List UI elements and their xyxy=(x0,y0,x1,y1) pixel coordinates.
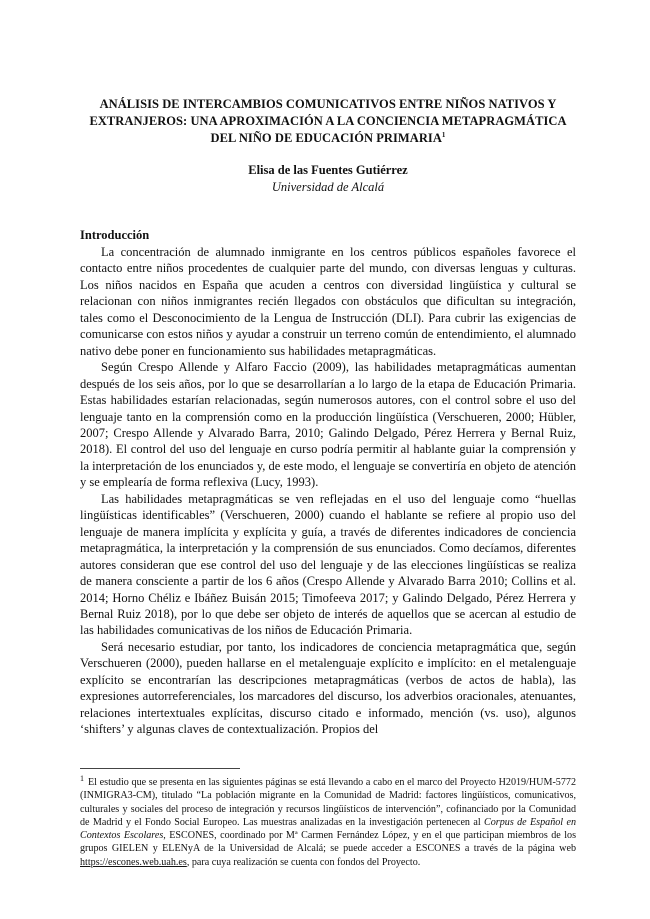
title-footnote-marker[interactable]: 1 xyxy=(441,130,446,139)
author-name: Elisa de las Fuentes Gutiérrez xyxy=(248,163,408,177)
footnote-text-middle: , ESCONES, coordinado por Mª Carmen Fernández López, y en el que participan miembros de los grupos GIELEN y ELENyA de la Universidad de Alcalá; se puede acceder a ESCONES a través de la página web xyxy=(80,830,577,855)
paragraph-3: Las habilidades metapragmáticas se ven reflejadas en el uso del lenguaje como “huellas lingüísticas identificables” (Verschueren, 2000) cuando el hablante se refiere al propio uso del lenguaje de manera implícita y explícita y guía, a través de diferentes indicadores de conciencia metapragmática, la interpretación y la comprensión de sus enunciados. Como decíamos, diferentes autores consideran que ese control del uso del lenguaje y de las elecciones lingüísticas se realiza de manera consciente a partir de los 6 años (Crespo Allende y Alvarado Barra 2010; Collins et al. 2014; Horno Chéliz e Ibáñez Buisán 2015; Timofeeva 2017; y Galindo Delgado, Pérez Herrera y Bernal Ruiz 2018), por lo que debe ser objeto de interés de aquellos que se acercan al estudio de las habilidades comunicativas de los niños de Educación Primaria. xyxy=(80,491,576,638)
footnote xyxy=(80,773,577,869)
footnote-text-start: El estudio que se presenta en las siguientes páginas se está llevando a cabo en el marco del Proyecto H2019/HUM-5772 (INMIGRA3-CM), titulado “La población migrante en la Comunidad de Madrid: factores lingüísticos, comunicativos, culturales y sociales del proceso de integración y recursos lingüísticos de intervención”, cofinanciado por la Comunidad de Madrid y el Fondo Social Europeo. Las muestras analizadas en la investigación pertenecen al xyxy=(80,777,576,828)
section-heading: Introducción xyxy=(80,228,150,242)
footnote-divider xyxy=(80,768,240,769)
footnote-link[interactable]: https://escones.web.uah.es xyxy=(80,856,187,868)
footnote-corpus-title: Corpus de Español en Contextos Escolares xyxy=(80,816,576,842)
author-affiliation: Universidad de Alcalá xyxy=(271,180,385,194)
footnote-marker: 1 xyxy=(80,773,84,783)
paper-title xyxy=(80,96,576,147)
paragraph-1: La concentración de alumnado inmigrante en los centros públicos españoles favorece el contacto entre niños procedentes de cualquier parte del mundo, con diversas lenguas y culturas. Los niños nacidos en España que acuden a centros con diversidad lingüística y cultural se relacionan con niños inmigrantes recién llegados con obstáculos que dificultan su integración, tales como el Desconocimiento de la Lengua de Instrucción (DLI). Para cubrir las exigencias de comunicarse con estos niños y ayudar a construir un terreno común de entendimiento, el alumnado nativo debe poner en funcionamiento sus habilidades metapragmáticas. xyxy=(80,245,576,358)
paragraph-4: Será necesario estudiar, por tanto, los indicadores de conciencia metapragmática que, según Verschueren (2000), pueden hallarse en el metalenguaje explícito e implícito: en el metalenguaje explícito se encontrarían las descripciones metapragmáticas (verbos de actos de habla), las expresiones autorreferenciales, los marcadores del discurso, los adverbios oracionales, atenuantes, relaciones intertextuales explícitas, discurso citado e informado, mención (vs. uso), algunos ‘shifters’ y algunas claves de contextualización. Propios del xyxy=(80,639,576,737)
footnote-text-end: , para cuya realización se cuenta con fondos del Proyecto. xyxy=(186,856,421,868)
paper-title-text: ANÁLISIS DE INTERCAMBIOS COMUNICATIVOS ENTRE NIÑOS NATIVOS Y EXTRANJEROS: UNA APROXIMACIÓN A LA CONCIENCIA METAPRAGMÁTICA DEL NIÑO DE EDUCACIÓN PRIMARIA xyxy=(89,97,567,145)
page-body xyxy=(80,96,576,738)
paragraph-2: Según Crespo Allende y Alfaro Faccio (2009), las habilidades metapragmáticas aumentan después de los seis años, por lo que se desarrollarían a lo largo de la etapa de Educación Primaria. Estas habilidades estarían relacionadas, según numerosos autores, con el control sobre el uso del lenguaje tanto en la comprensión como en la producción lingüística (Verschueren, 2000; Hübler, 2007; Crespo Allende y Alvarado Barra, 2010; Galindo Delgado, Pérez Herrera y Bernal Ruiz, 2018). El control del uso del lenguaje en curso podría permitir al hablante guiar la comprensión y la interpretación de los enunciados y, de este modo, el lenguaje se convertiría en objeto de atención y se emplearía de forma reflexiva (Lucy, 1993). xyxy=(80,360,576,490)
